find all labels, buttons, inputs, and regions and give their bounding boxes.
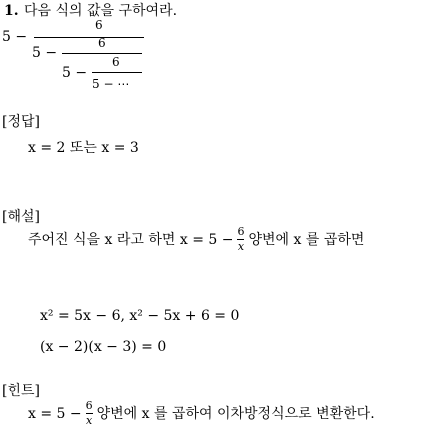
hint-fraction-num: 6 bbox=[85, 399, 93, 412]
solution-eq2: (x − 2)(x − 3) = 0 bbox=[40, 339, 167, 355]
answer-header: [정답] bbox=[2, 114, 40, 130]
hint-header: [힌트] bbox=[2, 383, 40, 399]
hint-post: 양변에 x 를 곱하여 이차방정식으로 변환한다. bbox=[96, 405, 375, 422]
cf-bar-1 bbox=[34, 37, 144, 38]
cf-six-2: 6 bbox=[98, 36, 106, 50]
solution-fraction-den: x bbox=[237, 240, 245, 254]
hint-fraction bbox=[86, 400, 93, 427]
cf-bar-3 bbox=[92, 72, 142, 73]
problem-number: 1. bbox=[4, 3, 19, 19]
cf-bar-2 bbox=[62, 53, 142, 54]
cf-five-1: 5 − bbox=[2, 29, 28, 45]
hint-line bbox=[28, 400, 375, 427]
solution-fraction-num: 6 bbox=[237, 225, 245, 238]
solution-line1-post: 양변에 x 를 곱하면 bbox=[248, 231, 365, 248]
cf-six-3: 6 bbox=[112, 55, 120, 69]
solution-line1-pre: 주어진 식을 x 라고 하면 x = 5 − bbox=[28, 231, 234, 248]
cf-five-3: 5 − bbox=[62, 65, 88, 81]
cf-tail: 5 − ⋯ bbox=[92, 77, 130, 91]
problem-prompt: 다음 식의 값을 구하여라. bbox=[24, 3, 178, 19]
answer-text: x = 2 또는 x = 3 bbox=[28, 140, 139, 156]
solution-header: [해설] bbox=[2, 209, 40, 225]
hint-fraction-den: x bbox=[86, 414, 93, 428]
solution-eq1: x² = 5x − 6, x² − 5x + 6 = 0 bbox=[40, 308, 240, 324]
cf-five-2: 5 − bbox=[32, 45, 58, 61]
solution-fraction bbox=[237, 226, 244, 253]
cf-six-1: 6 bbox=[95, 18, 103, 32]
solution-line1 bbox=[28, 226, 364, 253]
hint-pre: x = 5 − bbox=[28, 405, 82, 422]
